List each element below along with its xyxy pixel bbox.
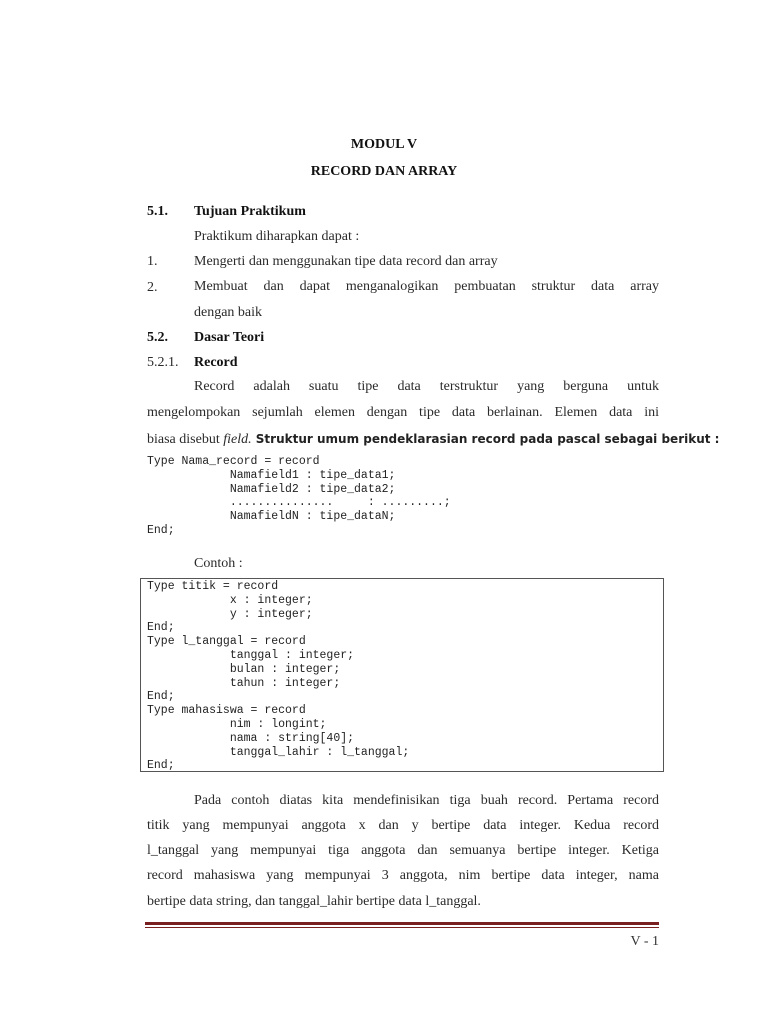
footer-rule-thin: [145, 927, 659, 928]
paragraph-line: [147, 430, 719, 449]
paragraph-line: Record adalah suatu tipe data terstruktur yang berguna untuk: [194, 379, 659, 394]
section-heading: Dasar Teori: [194, 330, 265, 345]
code-block-example: Type titik = record x : integer; y : integer; End; Type l_tanggal = record tanggal : integer; bulan : integer; tahun : integer; End; Type mahasiswa = record nim : longint; nama : string[40]; tanggal_lahir : l_tanggal; End;: [147, 580, 410, 773]
paragraph-text: biasa disebut: [147, 432, 224, 447]
paragraph-sans-text: Struktur umum pendeklarasian record pada pascal sebagai berikut :: [251, 432, 720, 446]
section-number: 5.1.: [147, 204, 168, 219]
section-number: 5.2.: [147, 330, 168, 345]
list-item-number: 1.: [147, 254, 158, 269]
paragraph-line: mengelompokan sejumlah elemen dengan tipe data berlainan. Elemen data ini: [147, 405, 659, 420]
list-item-text-cont: dengan baik: [194, 305, 263, 320]
field-term: field.: [223, 432, 252, 447]
example-label: Contoh :: [194, 556, 243, 571]
subsection-heading: Record: [194, 355, 238, 370]
list-item-number: 2.: [147, 280, 158, 295]
explanation-line: titik yang mempunyai anggota x dan y bertipe data integer. Kedua record: [147, 818, 659, 833]
explanation-line: l_tanggal yang mempunyai tiga anggota dan semuanya bertipe integer. Ketiga: [147, 843, 659, 858]
page-title: RECORD DAN ARRAY: [310, 164, 458, 179]
code-block-general: Type Nama_record = record Namafield1 : tipe_data1; Namafield2 : tipe_data2; ............... : .........; NamafieldN : tipe_dataN; End;: [147, 455, 451, 537]
subsection-number: 5.2.1.: [147, 355, 179, 370]
section-intro: Praktikum diharapkan dapat :: [194, 229, 360, 244]
explanation-line: record mahasiswa yang mempunyai 3 anggota, nim bertipe data integer, nama: [147, 868, 659, 883]
explanation-line: Pada contoh diatas kita mendefinisikan tiga buah record. Pertama record: [194, 793, 659, 808]
list-item-text: Mengerti dan menggunakan tipe data record dan array: [194, 254, 498, 269]
page-number: V - 1: [630, 934, 659, 949]
module-label: MODUL V: [350, 137, 418, 152]
explanation-line: bertipe data string, dan tanggal_lahir bertipe data l_tanggal.: [147, 894, 481, 909]
list-item-text: Membuat dan dapat menganalogikan pembuatan struktur data array: [194, 279, 659, 294]
section-heading: Tujuan Praktikum: [194, 204, 306, 219]
footer-rule: [145, 922, 659, 925]
